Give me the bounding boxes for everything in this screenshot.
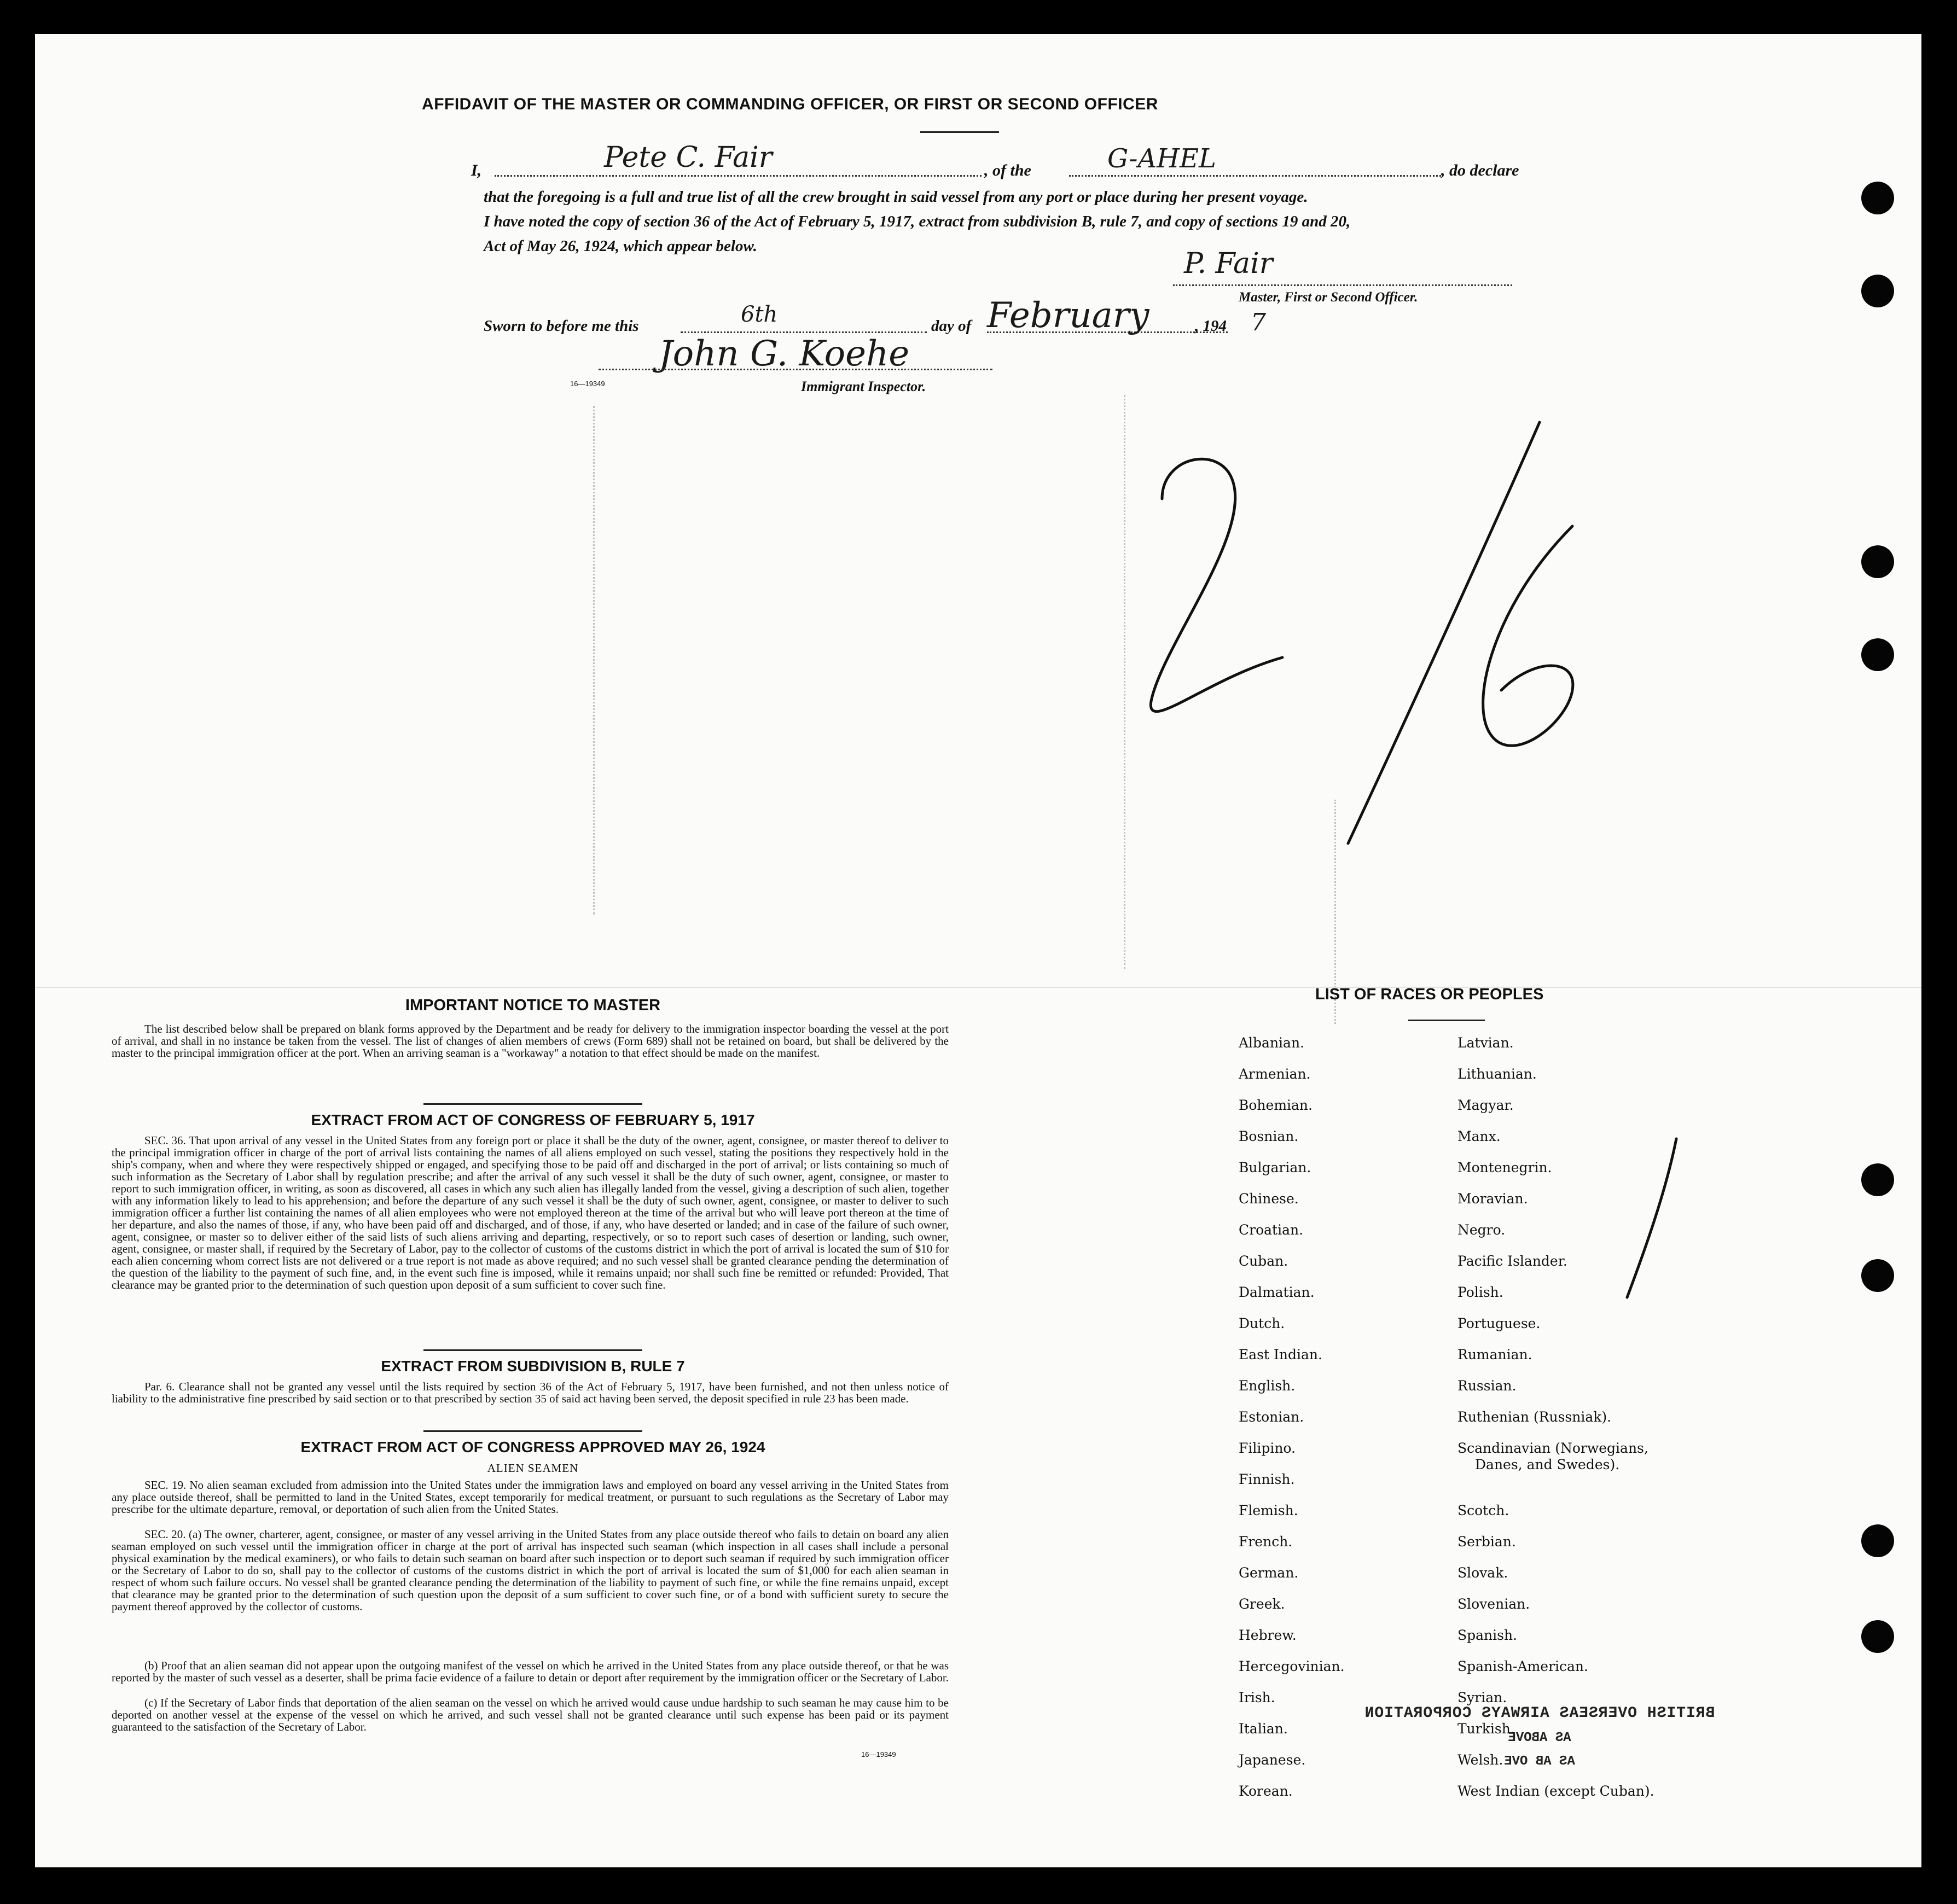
race-item: Spanish-American. bbox=[1457, 1658, 1588, 1674]
stamp-line-2: AS ABOVE bbox=[1508, 1731, 1571, 1745]
race-item: Pacific Islander. bbox=[1457, 1253, 1567, 1269]
section-rule bbox=[423, 1430, 642, 1432]
stamp bbox=[1348, 1705, 1731, 1769]
inspector-line bbox=[599, 369, 992, 370]
race-item: Hercegovinian. bbox=[1239, 1658, 1345, 1674]
master-signature: P. Fair bbox=[1184, 247, 1273, 280]
race-item: Manx. bbox=[1457, 1128, 1501, 1144]
race-item: Syrian. bbox=[1457, 1690, 1507, 1705]
affidavit-line-2: that the foregoing is a full and true list of all the crew brought in said vessel from any port or place during her present voyage. bbox=[484, 188, 1308, 206]
punch-hole bbox=[1861, 1163, 1894, 1196]
race-item: Bulgarian. bbox=[1239, 1160, 1311, 1175]
stamp-line-3: AS AB OVE bbox=[1504, 1754, 1575, 1769]
race-item: Negro. bbox=[1457, 1222, 1506, 1238]
race-item: Portuguese. bbox=[1457, 1315, 1541, 1331]
stamp-line-1: BRITISH OVERSEAS AIRWAYS CORPORATION bbox=[1364, 1705, 1715, 1722]
race-item: Korean. bbox=[1239, 1783, 1293, 1799]
notice-title: IMPORTANT NOTICE TO MASTER bbox=[405, 997, 661, 1014]
race-item: Filipino. bbox=[1239, 1440, 1296, 1456]
sec20c-text: (c) If the Secretary of Labor finds that deportation of the alien seaman on the vessel on which he arrived would cause undue hardship to such seaman he may cause him to be deported on another vessel at the expense of the vessel on which he arrived, and such vessel shall not be granted clearance until such expense has been paid or its payment guaranteed to the satisfaction of the Secretary of Labor. bbox=[112, 1696, 949, 1733]
extract-form-number: 16—19349 bbox=[861, 1750, 896, 1759]
affidavit-line-4: Act of May 26, 1924, which appear below. bbox=[484, 237, 757, 255]
race-item: Finnish. bbox=[1239, 1471, 1295, 1487]
rule7-text: Par. 6. Clearance shall not be granted any vessel until the lists required by section 36 of the Act of February 5, 1917, have been furnished, and not then unless notice of liability to the administrative fine prescribed by said section or to that prescribed by section 35 of said act having been served, the deposit specified in rule 23 has been made. bbox=[112, 1380, 949, 1405]
declarant-line bbox=[495, 175, 982, 177]
race-item: Danes, and Swedes). bbox=[1475, 1457, 1620, 1472]
race-item: Ruthenian (Russniak). bbox=[1457, 1409, 1612, 1425]
sworn-label: Sworn to before me this bbox=[484, 317, 639, 335]
race-item: Polish. bbox=[1457, 1284, 1503, 1300]
race-item: Rumanian. bbox=[1457, 1347, 1532, 1363]
master-signature-line bbox=[1173, 284, 1512, 286]
punch-hole bbox=[1861, 1620, 1894, 1653]
punch-hole bbox=[1861, 1524, 1894, 1557]
year-label: , 194 bbox=[1195, 317, 1227, 335]
notice-text: The list described below shall be prepared on blank forms approved by the Department and be ready for delivery to the immigration inspector boarding the vessel at the port of arrival, and shall in no instance be taken from the vessel. The list of changes of alien members of crews (Form 689) shall not be retained on board, but shall be delivered by the master to the principal immigration officer at the port. When an arriving seaman is a "workaway" a notation to that effect should be made on the manifest. bbox=[112, 1022, 949, 1059]
race-item: Lithuanian. bbox=[1457, 1066, 1537, 1082]
declarant-name: Pete C. Fair bbox=[604, 141, 773, 174]
punch-hole bbox=[1861, 182, 1894, 214]
race-item: Cuban. bbox=[1239, 1253, 1288, 1269]
race-item: Italian. bbox=[1239, 1721, 1288, 1737]
master-caption: Master, First or Second Officer. bbox=[1239, 290, 1418, 305]
day-of-label: day of bbox=[931, 317, 972, 335]
extract-1917-text: SEC. 36. That upon arrival of any vessel in the United States from any foreign port or place it shall be the duty of the owner, agent, consignee, or master thereof to deliver to the principal immigration officer in charge of the port of arrival lists containing the names of all aliens employed on such vessel, stating the positions they respectively hold in the ship's company, when and where they were respectively shipped or engaged, and specifying those to be paid off and discharged in the port of arrival; or lists containing so much of such information as the Secretary of Labor shall by regulation prescribe; and after the arrival of any such vessel it shall be the duty of such owner, agent, consignee, or master to report to such immigration officer, in writing, as soon as discovered, all cases in which any such alien has illegally landed from the vessel, giving a description of such alien, together with any information likely to lead to his apprehension; and before the departure of any such vessel it shall be the duty of such owner, agent, consignee, or master to deliver to such immigration officer a further list containing the names of all alien employees who were not employed thereon at the time of the arrival but who will leave port thereon at the time of her departure, and also the names of those, if any, who have been paid off and discharged, and of those, if any, who have deserted or landed; and in case of the failure of such owner, agent, consignee, or master so to deliver either of the said lists of such aliens arriving and departing, respectively, or so to report such cases of desertion or landing, such owner, agent, consignee, or master shall, if required by the Secretary of Labor, pay to the collector of customs of the customs district in which the port of arrival is located the sum of $10 for each alien concerning whom correct lists are not delivered or a true report is not made as above required; and no such vessel shall be granted clearance pending the determination of the question of the liability to the payment of such fine, and, in the event such fine is imposed, while it remains unpaid; nor shall such fine be remitted or refunded: Provided, That clearance may be granted prior to the determination of such question upon deposit of a sum sufficient to cover such fine. bbox=[112, 1134, 949, 1291]
race-item: German. bbox=[1239, 1565, 1299, 1581]
race-item: Spanish. bbox=[1457, 1627, 1518, 1643]
sec20b-text: (b) Proof that an alien seaman did not appear upon the outgoing manifest of the vessel on which he arrived in the United States from any place outside thereof, or that he was reported by the master of such vessel as a deserter, shall be prima facie evidence of a failure to detain or deport after requirement by the immigration officer or the Secretary of Labor. bbox=[112, 1659, 949, 1684]
declare-label: , do declare bbox=[1441, 161, 1519, 179]
race-item: Dutch. bbox=[1239, 1315, 1285, 1331]
race-item: Japanese. bbox=[1239, 1752, 1306, 1768]
sworn-day: 6th bbox=[741, 302, 778, 327]
races-title: LIST OF RACES OR PEOPLES bbox=[1315, 986, 1544, 1003]
race-item: Scandinavian (Norwegians, bbox=[1457, 1440, 1648, 1456]
vessel-line bbox=[1069, 175, 1441, 177]
race-item: Chinese. bbox=[1239, 1191, 1299, 1207]
form-number: 16—19349 bbox=[570, 380, 605, 388]
race-item: Slovenian. bbox=[1457, 1596, 1530, 1612]
race-item: Scotch. bbox=[1457, 1503, 1509, 1518]
document-sheet bbox=[35, 34, 1921, 1867]
race-item: Estonian. bbox=[1239, 1409, 1304, 1425]
race-item: English. bbox=[1239, 1378, 1296, 1394]
race-item: French. bbox=[1239, 1534, 1293, 1550]
extract-1924-title: EXTRACT FROM ACT OF CONGRESS APPROVED MAY 26, 1924 bbox=[300, 1439, 765, 1455]
side-mark bbox=[1622, 1133, 1687, 1308]
punch-hole bbox=[1861, 545, 1894, 578]
race-item: Montenegrin. bbox=[1457, 1160, 1552, 1175]
sworn-month: February bbox=[987, 295, 1149, 336]
of-the-label: , of the bbox=[984, 161, 1031, 179]
race-item: West Indian (except Cuban). bbox=[1457, 1783, 1654, 1799]
race-item: Armenian. bbox=[1239, 1066, 1311, 1082]
section-rule bbox=[423, 1349, 642, 1351]
race-item: Bosnian. bbox=[1239, 1128, 1299, 1144]
punch-hole bbox=[1861, 638, 1894, 671]
race-item: Magyar. bbox=[1457, 1097, 1514, 1113]
column-guide bbox=[593, 406, 595, 915]
race-item: Bohemian. bbox=[1239, 1097, 1313, 1113]
sec19-text: SEC. 19. No alien seaman excluded from admission into the United States under the immigration laws and employed on board any vessel arriving in the United States from any place outside thereof, shall be permitted to land in the United States, except temporarily for medical treatment, or pursuant to such regulations as the Secretary of Labor may prescribe for the ultimate departure, removal, or deportation of such alien from the United States. bbox=[112, 1478, 949, 1516]
race-item: Welsh. bbox=[1457, 1752, 1503, 1768]
sec20a-text: SEC. 20. (a) The owner, charterer, agent, consignee, or master of any vessel arriving in the United States from any place outside thereof who fails to detain on board any alien seaman employed on such vessel until the immigration officer in charge at the port of arrival has inspected such seaman (which inspection in all cases shall include a personal physical examination by the medical examiners), or who fails to detain such seaman on board after such inspection or to deport such seaman if required by such immigration officer or the Secretary of Labor to do so, shall pay to the collector of customs of the customs district in which the port of arrival is located the sum of $1,000 for each alien seaman in respect of whom such failure occurs. No vessel shall be granted clearance pending the determination of the liability to payment of such fine, or while the fine remains unpaid, except that clearance may be granted prior to the determination of such question upon the deposit of a sum sufficient to cover such fine, or of a bond with sufficient surety to secure the payment thereof approved by the collector of customs. bbox=[112, 1528, 949, 1613]
rule7-title: EXTRACT FROM SUBDIVISION B, RULE 7 bbox=[381, 1358, 685, 1375]
annotation-2-6 bbox=[1140, 373, 1633, 865]
race-item: Croatian. bbox=[1239, 1222, 1304, 1238]
race-item: Greek. bbox=[1239, 1596, 1285, 1612]
punch-hole bbox=[1861, 275, 1894, 307]
affidavit-line-3: I have noted the copy of section 36 of the Act of February 5, 1917, extract from subdivision B, rule 7, and copy of sections 19 and 20, bbox=[484, 213, 1351, 230]
race-item: Flemish. bbox=[1239, 1503, 1298, 1518]
race-item: Turkish. bbox=[1457, 1721, 1515, 1737]
race-item: Russian. bbox=[1457, 1378, 1517, 1394]
race-item: Dalmatian. bbox=[1239, 1284, 1315, 1300]
punch-hole bbox=[1861, 1259, 1894, 1292]
inspector-signature: John G. Koehe bbox=[659, 334, 910, 374]
extract-1924-subtitle: ALIEN SEAMEN bbox=[487, 1462, 579, 1475]
race-item: Latvian. bbox=[1457, 1035, 1514, 1051]
inspector-caption: Immigrant Inspector. bbox=[801, 379, 926, 394]
title-rule bbox=[920, 131, 999, 133]
races-rule bbox=[1408, 1020, 1485, 1021]
extract-1917-title: EXTRACT FROM ACT OF CONGRESS OF FEBRUARY 5, 1917 bbox=[311, 1111, 755, 1128]
race-item: East Indian. bbox=[1239, 1347, 1322, 1363]
year-digit: 7 bbox=[1251, 308, 1266, 336]
affidavit-title: AFFIDAVIT OF THE MASTER OR COMMANDING OFFICER, OR FIRST OR SECOND OFFICER bbox=[422, 95, 1158, 113]
race-item: Albanian. bbox=[1239, 1035, 1305, 1051]
i-label: I, bbox=[471, 161, 482, 179]
race-item: Slovak. bbox=[1457, 1565, 1508, 1581]
race-item: Irish. bbox=[1239, 1690, 1275, 1705]
fold-line bbox=[35, 987, 1921, 988]
race-item: Serbian. bbox=[1457, 1534, 1516, 1550]
section-rule bbox=[423, 1103, 642, 1105]
column-guide bbox=[1124, 395, 1125, 969]
vessel-name: G-AHEL bbox=[1107, 143, 1216, 174]
sworn-day-line bbox=[681, 331, 927, 333]
race-item: Moravian. bbox=[1457, 1191, 1528, 1207]
race-item: Hebrew. bbox=[1239, 1627, 1297, 1643]
